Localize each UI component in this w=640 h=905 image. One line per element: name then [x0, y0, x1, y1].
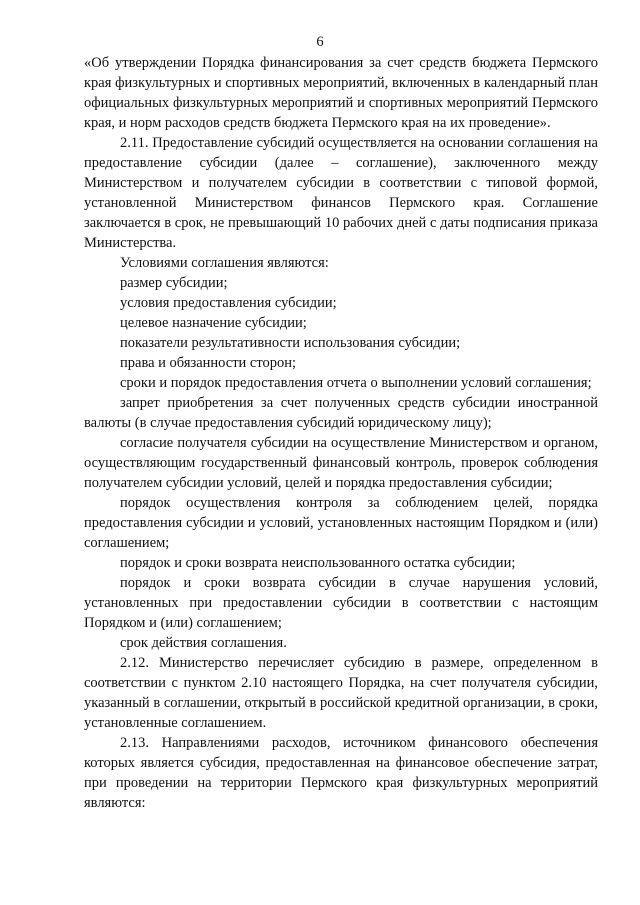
list-item: размер субсидии; — [120, 275, 228, 291]
list-item: согласие получателя субсидии на осуществление Министерством и органом, осуществляющим государственный финансовый контроль, проверок соблюдения получателем субсидии условий, целей и порядка предоставления субсидии; — [84, 435, 598, 491]
paragraph: «Об утверждении Порядка финансирования за счет средств бюджета Пермского края физкультурных и спортивных мероприятий, включенных в календарный план официальных физкультурных мероприятий и спортивных мероприятий Пермского края, и норм расходов средств бюджета Пермского края на их проведение». — [84, 55, 598, 131]
paragraph: Условиями соглашения являются: — [120, 255, 329, 271]
list-item: порядок осуществления контроля за соблюдением целей, порядка предоставления субсидии и условий, установленных настоящим Порядком и (или) соглашением; — [84, 495, 598, 551]
list-item: целевое назначение субсидии; — [120, 315, 307, 331]
list-item: права и обязанности сторон; — [120, 355, 297, 371]
list-item: порядок и сроки возврата неиспользованного остатка субсидии; — [120, 555, 516, 571]
paragraph: 2.11. Предоставление субсидий осуществляется на основании соглашения на предоставление субсидии (далее – соглашение), заключенного между Министерством и получателем субсидии в соответствии с типовой формой, установленной Министерством финансов Пермского края. Соглашение заключается в срок, не превышающий 10 рабочих дней с даты подписания приказа Министерства. — [84, 135, 598, 251]
list-item: показатели результативности использования субсидии; — [120, 335, 461, 351]
page-number: 6 — [316, 34, 324, 50]
list-item: срок действия соглашения. — [120, 635, 287, 651]
list-item: сроки и порядок предоставления отчета о выполнении условий соглашения; — [120, 375, 592, 391]
paragraph: 2.13. Направлениями расходов, источником финансового обеспечения которых является субсидия, предоставленная на финансовое обеспечение затрат, при проведении на территории Пермского края физкультурных мероприятий являются: — [84, 735, 598, 811]
list-item: порядок и сроки возврата субсидии в случае нарушения условий, установленных при предоставлении субсидии в соответствии с настоящим Порядком и (или) соглашением; — [84, 575, 598, 631]
paragraph: 2.12. Министерство перечисляет субсидию в размере, определенном в соответствии с пунктом 2.10 настоящего Порядка, на счет получателя субсидии, указанный в соглашении, открытый в российской кредитной организации, в сроки, установленные соглашением. — [84, 655, 598, 731]
list-item: условия предоставления субсидии; — [120, 295, 337, 311]
list-item: запрет приобретения за счет полученных средств субсидии иностранной валюты (в случае предоставления субсидий юридическому лицу); — [84, 395, 598, 431]
document-body — [84, 53, 598, 813]
